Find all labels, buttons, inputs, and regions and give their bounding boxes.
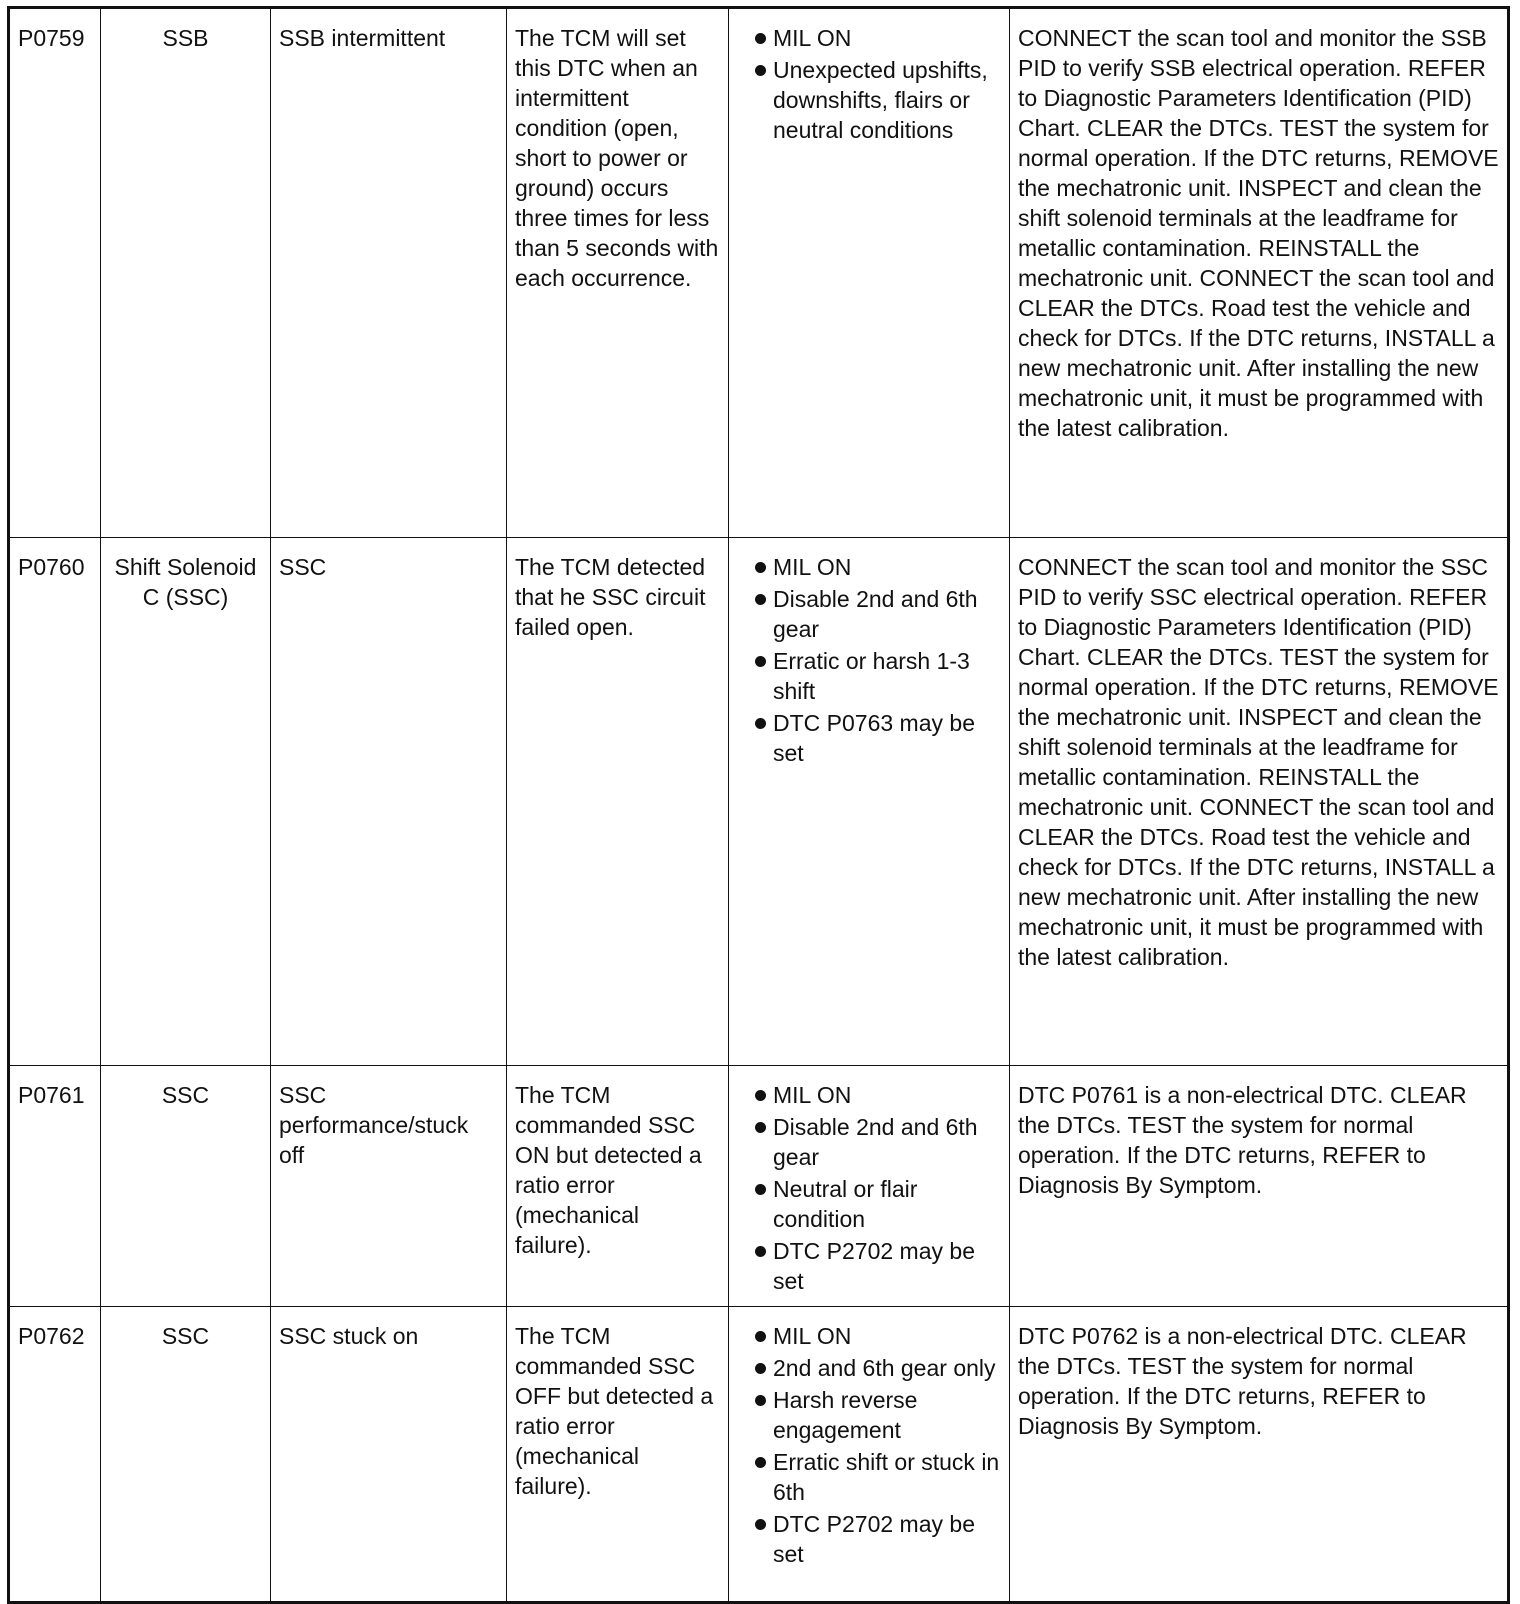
symptom-text: DTC P0763 may be set bbox=[773, 710, 975, 766]
symptom-item bbox=[737, 1236, 1001, 1296]
symptom-item bbox=[737, 584, 1001, 644]
table-row bbox=[9, 8, 1509, 538]
dtc-action: CONNECT the scan tool and monitor the SSC PID to verify SSC electrical operation. REFER to Diagnostic Parameters Identification (PID) Chart. CLEAR the DTCs. TEST the system for normal operation. If the DTC returns, REMOVE the mechatronic unit. INSPECT and clean the shift solenoid terminals at the leadframe for metallic contamination. REINSTALL the mechatronic unit. CONNECT the scan tool and CLEAR the DTCs. Road test the vehicle and check for DTCs. If the DTC returns, INSTALL a new mechatronic unit. After installing the new mechatronic unit, it must be programmed with the latest calibration. bbox=[1010, 538, 1509, 1066]
bullet-icon bbox=[755, 65, 766, 76]
symptom-text: Harsh reverse engagement bbox=[773, 1387, 918, 1443]
dtc-code: P0761 bbox=[9, 1066, 101, 1307]
symptom-text: MIL ON bbox=[773, 1323, 852, 1349]
dtc-action: CONNECT the scan tool and monitor the SSB PID to verify SSB electrical operation. REFER to Diagnostic Parameters Identification (PID) Chart. CLEAR the DTCs. TEST the system for normal operation. If the DTC returns, REMOVE the mechatronic unit. INSPECT and clean the shift solenoid terminals at the leadframe for metallic contamination. REINSTALL the mechatronic unit. CONNECT the scan tool and CLEAR the DTCs. Road test the vehicle and check for DTCs. If the DTC returns, INSTALL a new mechatronic unit. After installing the new mechatronic unit, it must be programmed with the latest calibration. bbox=[1010, 8, 1509, 538]
dtc-symptoms bbox=[729, 1307, 1010, 1603]
dtc-symptoms bbox=[729, 8, 1010, 538]
symptom-item bbox=[737, 1509, 1001, 1569]
symptom-item bbox=[737, 1353, 1001, 1383]
bullet-icon bbox=[755, 1457, 766, 1468]
bullet-icon bbox=[755, 1122, 766, 1133]
bullet-icon bbox=[755, 1363, 766, 1374]
table-row bbox=[9, 1066, 1509, 1307]
dtc-code: P0760 bbox=[9, 538, 101, 1066]
symptom-item bbox=[737, 1174, 1001, 1234]
bullet-icon bbox=[755, 1395, 766, 1406]
dtc-description: SSC bbox=[271, 538, 507, 1066]
symptom-item bbox=[737, 1385, 1001, 1445]
dtc-action: DTC P0762 is a non-electrical DTC. CLEAR the DTCs. TEST the system for normal operation. If the DTC returns, REFER to Diagnosis By Symptom. bbox=[1010, 1307, 1509, 1603]
dtc-code: P0762 bbox=[9, 1307, 101, 1603]
dtc-action: DTC P0761 is a non-electrical DTC. CLEAR the DTCs. TEST the system for normal operation. If the DTC returns, REFER to Diagnosis By Symptom. bbox=[1010, 1066, 1509, 1307]
dtc-component: SSC bbox=[101, 1066, 271, 1307]
symptom-text: Unexpected upshifts, downshifts, flairs or neutral conditions bbox=[773, 57, 988, 143]
bullet-icon bbox=[755, 562, 766, 573]
symptom-text: 2nd and 6th gear only bbox=[773, 1355, 996, 1381]
dtc-component: SSB bbox=[101, 8, 271, 538]
dtc-table bbox=[7, 6, 1510, 1604]
dtc-symptoms bbox=[729, 1066, 1010, 1307]
bullet-icon bbox=[755, 1090, 766, 1101]
symptom-item bbox=[737, 708, 1001, 768]
symptom-item bbox=[737, 1321, 1001, 1351]
symptom-text: Erratic shift or stuck in 6th bbox=[773, 1449, 1000, 1505]
table-row bbox=[9, 538, 1509, 1066]
symptom-list bbox=[737, 1080, 1001, 1296]
dtc-code: P0759 bbox=[9, 8, 101, 538]
symptom-item bbox=[737, 23, 1001, 53]
symptom-text: Disable 2nd and 6th gear bbox=[773, 586, 978, 642]
bullet-icon bbox=[755, 33, 766, 44]
symptom-item bbox=[737, 552, 1001, 582]
dtc-description: SSC stuck on bbox=[271, 1307, 507, 1603]
symptom-list bbox=[737, 23, 1001, 145]
bullet-icon bbox=[755, 1519, 766, 1530]
bullet-icon bbox=[755, 1331, 766, 1342]
symptom-item bbox=[737, 1080, 1001, 1110]
symptom-list bbox=[737, 1321, 1001, 1569]
dtc-condition: The TCM will set this DTC when an intermittent condition (open, short to power or ground) occurs three times for less than 5 seconds with each occurrence. bbox=[507, 8, 729, 538]
dtc-symptoms bbox=[729, 538, 1010, 1066]
symptom-item bbox=[737, 55, 1001, 145]
dtc-description: SSB intermittent bbox=[271, 8, 507, 538]
bullet-icon bbox=[755, 1184, 766, 1195]
symptom-text: MIL ON bbox=[773, 1082, 852, 1108]
dtc-description: SSC performance/stuck off bbox=[271, 1066, 507, 1307]
symptom-item bbox=[737, 1112, 1001, 1172]
bullet-icon bbox=[755, 656, 766, 667]
symptom-text: Disable 2nd and 6th gear bbox=[773, 1114, 978, 1170]
bullet-icon bbox=[755, 1246, 766, 1257]
symptom-text: Erratic or harsh 1-3 shift bbox=[773, 648, 970, 704]
table-row bbox=[9, 1307, 1509, 1603]
symptom-text: MIL ON bbox=[773, 554, 852, 580]
dtc-component: SSC bbox=[101, 1307, 271, 1603]
symptom-text: MIL ON bbox=[773, 25, 852, 51]
symptom-text: DTC P2702 may be set bbox=[773, 1511, 975, 1567]
symptom-text: DTC P2702 may be set bbox=[773, 1238, 975, 1294]
dtc-condition: The TCM detected that he SSC circuit failed open. bbox=[507, 538, 729, 1066]
symptom-text: Neutral or flair condition bbox=[773, 1176, 918, 1232]
bullet-icon bbox=[755, 594, 766, 605]
symptom-item bbox=[737, 646, 1001, 706]
symptom-item bbox=[737, 1447, 1001, 1507]
dtc-condition: The TCM commanded SSC OFF but detected a ratio error (mechanical failure). bbox=[507, 1307, 729, 1603]
dtc-component: Shift Solenoid C (SSC) bbox=[101, 538, 271, 1066]
dtc-condition: The TCM commanded SSC ON but detected a ratio error (mechanical failure). bbox=[507, 1066, 729, 1307]
bullet-icon bbox=[755, 718, 766, 729]
symptom-list bbox=[737, 552, 1001, 768]
